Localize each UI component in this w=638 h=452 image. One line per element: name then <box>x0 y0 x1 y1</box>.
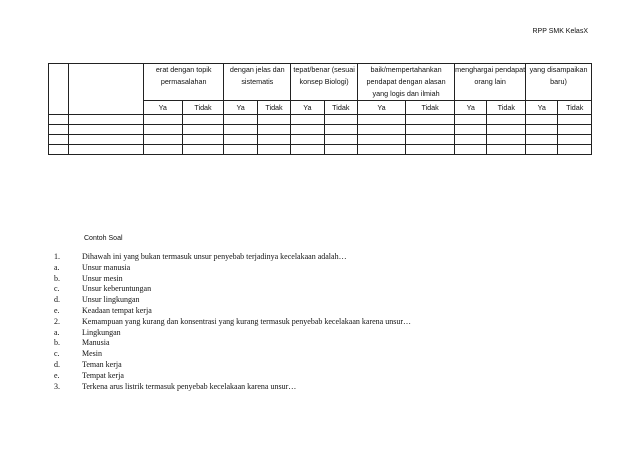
table-cell <box>224 125 257 135</box>
no-header: Tidak <box>324 101 357 115</box>
table-cell <box>224 145 257 155</box>
table-cell <box>358 145 406 155</box>
table-cell <box>558 135 592 145</box>
no-header: Tidak <box>487 101 526 115</box>
item-text: Unsur lingkungan <box>82 295 140 305</box>
table-cell <box>257 135 290 145</box>
table-cell <box>68 135 143 145</box>
item-marker: c. <box>54 349 60 359</box>
criteria-header-row <box>49 64 592 101</box>
item-marker: b. <box>54 273 60 283</box>
table-cell <box>558 145 592 155</box>
table-cell <box>49 115 69 125</box>
item-marker: d. <box>54 295 60 305</box>
table-cell <box>455 115 487 125</box>
table-cell <box>182 125 224 135</box>
table-cell <box>526 145 558 155</box>
table-cell <box>144 135 183 145</box>
table-cell <box>487 125 526 135</box>
assessment-rubric-table <box>48 63 592 155</box>
criterion-header: dengan jelas dan sistematis <box>224 64 291 101</box>
yes-header: Ya <box>358 101 406 115</box>
table-cell <box>224 135 257 145</box>
item-marker: a. <box>54 262 60 272</box>
no-header: Tidak <box>182 101 224 115</box>
item-marker: e. <box>54 370 60 380</box>
table-cell <box>49 125 69 135</box>
table-cell <box>182 145 224 155</box>
item-text: Unsur keberuntungan <box>82 284 152 294</box>
item-text: Lingkungan <box>82 327 121 337</box>
list-item <box>54 328 411 339</box>
table-cell <box>144 125 183 135</box>
item-marker: c. <box>54 284 60 294</box>
item-text: Keadaan tempat kerja <box>82 305 152 315</box>
table-cell <box>324 125 357 135</box>
table-cell <box>224 115 257 125</box>
item-text: Mesin <box>82 349 102 359</box>
criterion-header: menghargai pendapat orang lain <box>455 64 526 101</box>
table-cell <box>68 125 143 135</box>
table-cell <box>324 135 357 145</box>
list-item <box>54 338 411 349</box>
table-cell <box>487 115 526 125</box>
table-cell <box>182 115 224 125</box>
item-marker: 3. <box>54 381 60 391</box>
table-cell <box>455 135 487 145</box>
table-cell <box>455 145 487 155</box>
no-header: Tidak <box>257 101 290 115</box>
table-cell <box>291 115 324 125</box>
table-cell <box>526 115 558 125</box>
table-cell <box>406 135 455 145</box>
table-cell <box>257 145 290 155</box>
table-cell <box>406 115 455 125</box>
table-row <box>49 115 592 125</box>
table-cell <box>68 145 143 155</box>
table-cell <box>526 135 558 145</box>
table-cell <box>358 135 406 145</box>
table-cell <box>257 115 290 125</box>
list-item <box>54 317 411 328</box>
table-cell <box>358 115 406 125</box>
table-cell <box>324 115 357 125</box>
criterion-header: yang disampaikan baru) <box>526 64 592 101</box>
table-cell <box>49 145 69 155</box>
table-cell <box>182 135 224 145</box>
table-cell <box>406 145 455 155</box>
item-text: Tempat kerja <box>82 370 124 380</box>
list-item <box>54 306 411 317</box>
list-item <box>54 252 411 263</box>
list-item <box>54 284 411 295</box>
table-cell <box>291 145 324 155</box>
table-cell <box>324 145 357 155</box>
item-text: Manusia <box>82 338 110 348</box>
list-item <box>54 349 411 360</box>
question-list <box>54 252 411 392</box>
item-marker: 1. <box>54 252 60 261</box>
table-cell <box>406 125 455 135</box>
table-row <box>49 135 592 145</box>
table-row <box>49 145 592 155</box>
yes-header: Ya <box>224 101 257 115</box>
list-item <box>54 360 411 371</box>
item-marker: d. <box>54 359 60 369</box>
item-text: Terkena arus listrik termasuk penyebab kecelakaan karena unsur… <box>82 381 297 391</box>
item-marker: e. <box>54 305 60 315</box>
item-text: Kemampuan yang kurang dan konsentrasi yang kurang termasuk penyebab kecelakaan karena unsur… <box>82 316 411 326</box>
table-cell <box>526 125 558 135</box>
table-cell <box>68 115 143 125</box>
table-cell <box>144 145 183 155</box>
criterion-header: tepat/benar (sesuai konsep Biologi) <box>291 64 358 101</box>
table-cell <box>291 135 324 145</box>
table-cell <box>257 125 290 135</box>
yes-header: Ya <box>291 101 324 115</box>
table-cell <box>455 125 487 135</box>
table-row <box>49 125 592 135</box>
list-item <box>54 274 411 285</box>
item-marker: 2. <box>54 316 60 326</box>
page-header: RPP SMK KelasX <box>532 28 588 35</box>
item-text: Teman kerja <box>82 359 122 369</box>
list-item <box>54 382 411 393</box>
yes-header: Ya <box>144 101 183 115</box>
item-marker: b. <box>54 338 60 348</box>
table-cell <box>49 135 69 145</box>
table-cell <box>291 125 324 135</box>
table-cell <box>558 125 592 135</box>
item-text: Dihawah ini yang bukan termasuk unsur penyebab terjadinya kecelakaan adalah… <box>82 252 347 261</box>
no-header: Tidak <box>406 101 455 115</box>
list-item <box>54 263 411 274</box>
table-cell <box>487 145 526 155</box>
row-name-header <box>68 64 143 115</box>
item-marker: a. <box>54 327 60 337</box>
no-header: Tidak <box>558 101 592 115</box>
list-item <box>54 371 411 382</box>
row-number-header <box>49 64 69 115</box>
yes-header: Ya <box>455 101 487 115</box>
item-text: Unsur manusia <box>82 262 131 272</box>
table-cell <box>144 115 183 125</box>
section-heading: Contoh Soal <box>84 235 123 242</box>
table-cell <box>358 125 406 135</box>
yes-header: Ya <box>526 101 558 115</box>
criterion-header: erat dengan topik permasalahan <box>144 64 224 101</box>
list-item <box>54 295 411 306</box>
item-text: Unsur mesin <box>82 273 123 283</box>
table-cell <box>558 115 592 125</box>
criterion-header: baik/mempertahankan pendapat dengan alasan yang logis dan ilmiah <box>358 64 455 101</box>
table-cell <box>487 135 526 145</box>
